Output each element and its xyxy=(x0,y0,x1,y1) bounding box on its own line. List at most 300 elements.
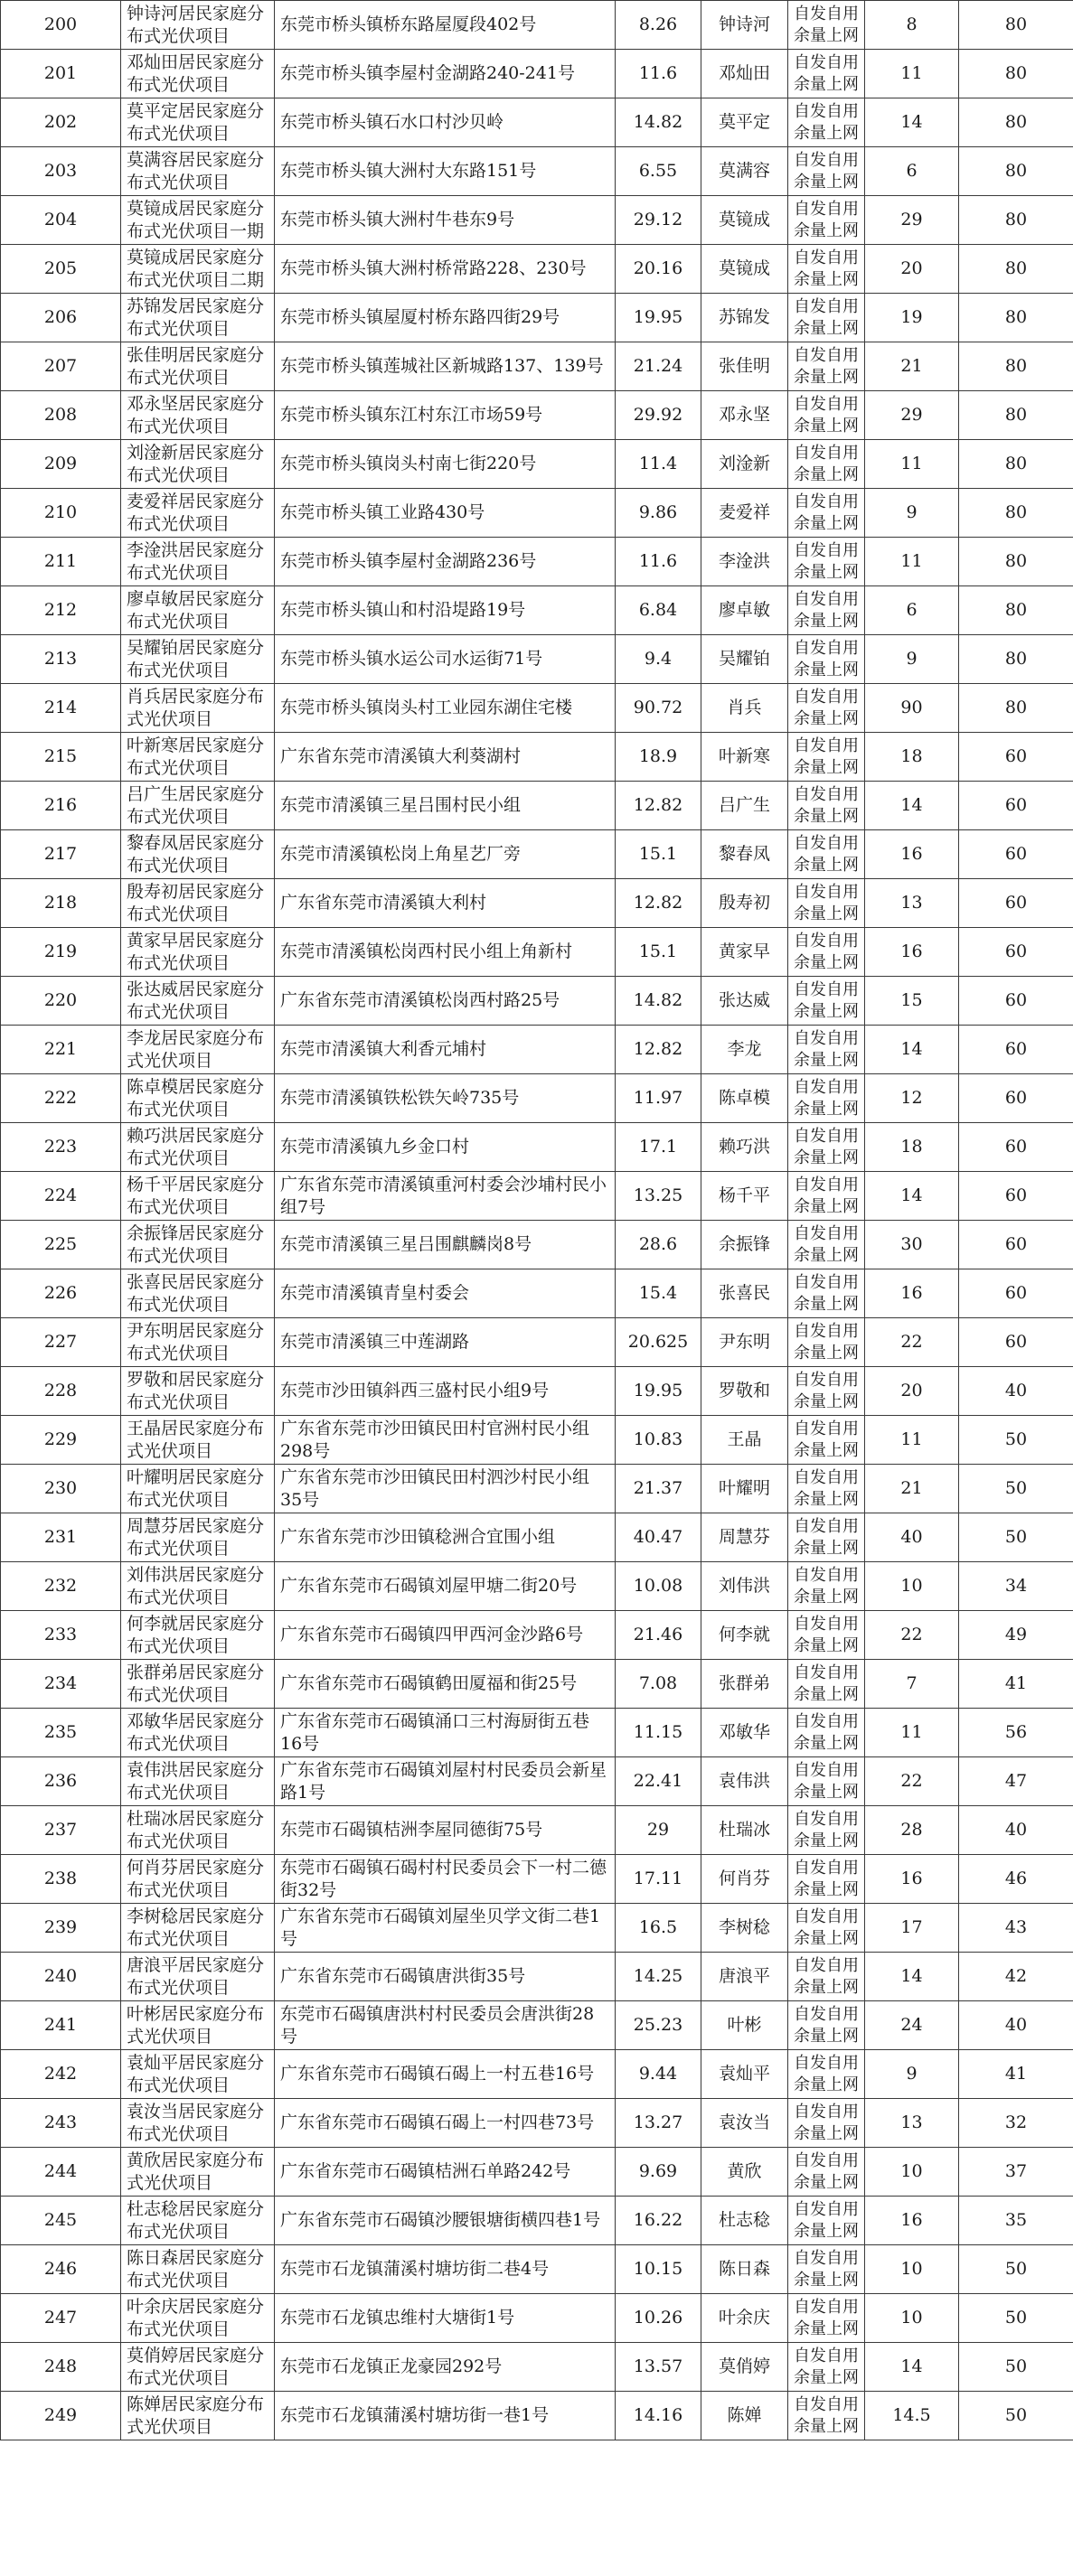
project-address-cell: 东莞市沙田镇斜西三盛村民小组9号 xyxy=(275,1367,616,1416)
days-value-cell: 46 xyxy=(959,1855,1073,1904)
project-name-cell: 刘伟洪居民家庭分布式光伏项目 xyxy=(121,1562,275,1611)
grid-connection-mode-cell: 自发自用余量上网 xyxy=(788,1318,865,1367)
table-row xyxy=(1,2050,1073,2099)
row-number-cell: 219 xyxy=(1,928,121,977)
grid-connection-mode-cell: 自发自用余量上网 xyxy=(788,1757,865,1806)
table-row xyxy=(1,586,1073,635)
days-value-cell: 80 xyxy=(959,50,1073,98)
table-row xyxy=(1,1221,1073,1269)
project-address-cell: 东莞市石龙镇正龙豪园292号 xyxy=(275,2343,616,2392)
grid-connection-mode-cell: 自发自用余量上网 xyxy=(788,1904,865,1953)
subsidy-amount-cell: 90 xyxy=(865,684,959,733)
days-value-cell: 40 xyxy=(959,2001,1073,2050)
days-value-cell: 80 xyxy=(959,245,1073,294)
days-value-cell: 50 xyxy=(959,1465,1073,1513)
project-address-cell: 东莞市桥头镇大洲村牛巷东9号 xyxy=(275,196,616,245)
row-number-cell: 226 xyxy=(1,1269,121,1318)
days-value-cell: 50 xyxy=(959,2343,1073,2392)
installed-capacity-cell: 21.37 xyxy=(616,1465,701,1513)
grid-connection-mode-cell: 自发自用余量上网 xyxy=(788,2392,865,2440)
table-row xyxy=(1,1416,1073,1465)
row-number-cell: 248 xyxy=(1,2343,121,2392)
days-value-cell: 80 xyxy=(959,684,1073,733)
subsidy-amount-cell: 6 xyxy=(865,586,959,635)
days-value-cell: 50 xyxy=(959,2392,1073,2440)
row-number-cell: 200 xyxy=(1,1,121,50)
grid-connection-mode-cell: 自发自用余量上网 xyxy=(788,1172,865,1221)
owner-name-cell: 邓永坚 xyxy=(701,391,788,440)
project-address-cell: 东莞市石龙镇蒲溪村塘坊街二巷4号 xyxy=(275,2245,616,2294)
grid-connection-mode-cell: 自发自用余量上网 xyxy=(788,50,865,98)
project-address-cell: 东莞市清溪镇三星吕围麒麟岗8号 xyxy=(275,1221,616,1269)
installed-capacity-cell: 10.15 xyxy=(616,2245,701,2294)
owner-name-cell: 邓灿田 xyxy=(701,50,788,98)
project-address-cell: 广东省东莞市清溪镇重河村委会沙埔村民小组7号 xyxy=(275,1172,616,1221)
owner-name-cell: 陈卓模 xyxy=(701,1074,788,1123)
table-row xyxy=(1,2392,1073,2440)
installed-capacity-cell: 18.9 xyxy=(616,733,701,782)
subsidy-amount-cell: 22 xyxy=(865,1611,959,1660)
owner-name-cell: 陈日森 xyxy=(701,2245,788,2294)
project-address-cell: 东莞市桥头镇山和村沿堤路19号 xyxy=(275,586,616,635)
table-row xyxy=(1,1953,1073,2001)
grid-connection-mode-cell: 自发自用余量上网 xyxy=(788,1269,865,1318)
days-value-cell: 40 xyxy=(959,1806,1073,1855)
owner-name-cell: 叶耀明 xyxy=(701,1465,788,1513)
grid-connection-mode-cell: 自发自用余量上网 xyxy=(788,1123,865,1172)
table-row xyxy=(1,2099,1073,2148)
owner-name-cell: 莫俏婷 xyxy=(701,2343,788,2392)
row-number-cell: 244 xyxy=(1,2148,121,2197)
installed-capacity-cell: 10.83 xyxy=(616,1416,701,1465)
table-row xyxy=(1,2197,1073,2245)
row-number-cell: 246 xyxy=(1,2245,121,2294)
row-number-cell: 201 xyxy=(1,50,121,98)
installed-capacity-cell: 10.08 xyxy=(616,1562,701,1611)
table-row xyxy=(1,1904,1073,1953)
project-address-cell: 东莞市桥头镇李屋村金湖路236号 xyxy=(275,538,616,586)
days-value-cell: 80 xyxy=(959,538,1073,586)
owner-name-cell: 麦爱祥 xyxy=(701,489,788,538)
grid-connection-mode-cell: 自发自用余量上网 xyxy=(788,1953,865,2001)
days-value-cell: 60 xyxy=(959,928,1073,977)
subsidy-amount-cell: 20 xyxy=(865,1367,959,1416)
subsidy-amount-cell: 28 xyxy=(865,1806,959,1855)
owner-name-cell: 叶新寒 xyxy=(701,733,788,782)
table-row xyxy=(1,635,1073,684)
owner-name-cell: 何肖芬 xyxy=(701,1855,788,1904)
owner-name-cell: 张达威 xyxy=(701,977,788,1026)
subsidy-amount-cell: 11 xyxy=(865,538,959,586)
subsidy-amount-cell: 11 xyxy=(865,440,959,489)
row-number-cell: 210 xyxy=(1,489,121,538)
project-address-cell: 广东省东莞市清溪镇大利村 xyxy=(275,879,616,928)
subsidy-amount-cell: 11 xyxy=(865,1709,959,1757)
subsidy-amount-cell: 8 xyxy=(865,1,959,50)
grid-connection-mode-cell: 自发自用余量上网 xyxy=(788,1611,865,1660)
grid-connection-mode-cell: 自发自用余量上网 xyxy=(788,1513,865,1562)
subsidy-amount-cell: 29 xyxy=(865,196,959,245)
project-address-cell: 东莞市石碣镇石碣村村民委员会下一村二德街32号 xyxy=(275,1855,616,1904)
installed-capacity-cell: 20.16 xyxy=(616,245,701,294)
table-row xyxy=(1,2148,1073,2197)
table-row xyxy=(1,2245,1073,2294)
project-address-cell: 广东省东莞市石碣镇涌口三村海厨街五巷16号 xyxy=(275,1709,616,1757)
project-name-cell: 叶耀明居民家庭分布式光伏项目 xyxy=(121,1465,275,1513)
table-row xyxy=(1,1611,1073,1660)
project-address-cell: 东莞市桥头镇水运公司水运街71号 xyxy=(275,635,616,684)
days-value-cell: 80 xyxy=(959,391,1073,440)
owner-name-cell: 李淦洪 xyxy=(701,538,788,586)
project-address-cell: 东莞市桥头镇东江村东江市场59号 xyxy=(275,391,616,440)
project-address-cell: 广东省东莞市石碣镇桔洲石单路242号 xyxy=(275,2148,616,2197)
row-number-cell: 245 xyxy=(1,2197,121,2245)
subsidy-amount-cell: 9 xyxy=(865,635,959,684)
subsidy-amount-cell: 29 xyxy=(865,391,959,440)
days-value-cell: 60 xyxy=(959,830,1073,879)
subsidy-amount-cell: 15 xyxy=(865,977,959,1026)
project-address-cell: 东莞市石龙镇忠维村大塘街1号 xyxy=(275,2294,616,2343)
subsidy-amount-cell: 10 xyxy=(865,1562,959,1611)
installed-capacity-cell: 6.55 xyxy=(616,147,701,196)
row-number-cell: 234 xyxy=(1,1660,121,1709)
days-value-cell: 80 xyxy=(959,440,1073,489)
installed-capacity-cell: 7.08 xyxy=(616,1660,701,1709)
project-name-cell: 叶新寒居民家庭分布式光伏项目 xyxy=(121,733,275,782)
project-name-cell: 杜志稔居民家庭分布式光伏项目 xyxy=(121,2197,275,2245)
subsidy-amount-cell: 14 xyxy=(865,782,959,830)
project-name-cell: 陈婵居民家庭分布式光伏项目 xyxy=(121,2392,275,2440)
project-name-cell: 罗敬和居民家庭分布式光伏项目 xyxy=(121,1367,275,1416)
project-name-cell: 陈日森居民家庭分布式光伏项目 xyxy=(121,2245,275,2294)
days-value-cell: 80 xyxy=(959,586,1073,635)
table-row xyxy=(1,440,1073,489)
installed-capacity-cell: 15.1 xyxy=(616,830,701,879)
table-row xyxy=(1,1026,1073,1074)
grid-connection-mode-cell: 自发自用余量上网 xyxy=(788,489,865,538)
project-address-cell: 东莞市清溪镇大利香元埔村 xyxy=(275,1026,616,1074)
owner-name-cell: 殷寿初 xyxy=(701,879,788,928)
project-name-cell: 袁汝当居民家庭分布式光伏项目 xyxy=(121,2099,275,2148)
owner-name-cell: 苏锦发 xyxy=(701,294,788,342)
row-number-cell: 213 xyxy=(1,635,121,684)
table-row xyxy=(1,928,1073,977)
days-value-cell: 80 xyxy=(959,635,1073,684)
subsidy-amount-cell: 22 xyxy=(865,1318,959,1367)
installed-capacity-cell: 13.57 xyxy=(616,2343,701,2392)
days-value-cell: 50 xyxy=(959,1513,1073,1562)
days-value-cell: 43 xyxy=(959,1904,1073,1953)
project-name-cell: 吕广生居民家庭分布式光伏项目 xyxy=(121,782,275,830)
installed-capacity-cell: 20.625 xyxy=(616,1318,701,1367)
subsidy-amount-cell: 16 xyxy=(865,1855,959,1904)
project-address-cell: 广东省东莞市石碣镇刘屋甲塘二街20号 xyxy=(275,1562,616,1611)
grid-connection-mode-cell: 自发自用余量上网 xyxy=(788,1074,865,1123)
installed-capacity-cell: 19.95 xyxy=(616,1367,701,1416)
row-number-cell: 236 xyxy=(1,1757,121,1806)
row-number-cell: 233 xyxy=(1,1611,121,1660)
installed-capacity-cell: 14.16 xyxy=(616,2392,701,2440)
installed-capacity-cell: 29.12 xyxy=(616,196,701,245)
table-row xyxy=(1,830,1073,879)
owner-name-cell: 肖兵 xyxy=(701,684,788,733)
subsidy-amount-cell: 21 xyxy=(865,1465,959,1513)
project-name-cell: 肖兵居民家庭分布式光伏项目 xyxy=(121,684,275,733)
subsidy-amount-cell: 30 xyxy=(865,1221,959,1269)
project-address-cell: 广东省东莞市石碣镇刘屋坐贝学文街二巷1号 xyxy=(275,1904,616,1953)
table-row xyxy=(1,245,1073,294)
project-name-cell: 莫平定居民家庭分布式光伏项目 xyxy=(121,98,275,147)
subsidy-amount-cell: 21 xyxy=(865,342,959,391)
project-name-cell: 王晶居民家庭分布式光伏项目 xyxy=(121,1416,275,1465)
grid-connection-mode-cell: 自发自用余量上网 xyxy=(788,684,865,733)
row-number-cell: 247 xyxy=(1,2294,121,2343)
grid-connection-mode-cell: 自发自用余量上网 xyxy=(788,1855,865,1904)
subsidy-amount-cell: 10 xyxy=(865,2245,959,2294)
row-number-cell: 238 xyxy=(1,1855,121,1904)
installed-capacity-cell: 11.6 xyxy=(616,50,701,98)
grid-connection-mode-cell: 自发自用余量上网 xyxy=(788,586,865,635)
installed-capacity-cell: 19.95 xyxy=(616,294,701,342)
owner-name-cell: 邓敏华 xyxy=(701,1709,788,1757)
owner-name-cell: 李树稔 xyxy=(701,1904,788,1953)
table-row xyxy=(1,1,1073,50)
grid-connection-mode-cell: 自发自用余量上网 xyxy=(788,196,865,245)
project-name-cell: 麦爱祥居民家庭分布式光伏项目 xyxy=(121,489,275,538)
row-number-cell: 221 xyxy=(1,1026,121,1074)
owner-name-cell: 莫平定 xyxy=(701,98,788,147)
project-name-cell: 张达威居民家庭分布式光伏项目 xyxy=(121,977,275,1026)
grid-connection-mode-cell: 自发自用余量上网 xyxy=(788,98,865,147)
project-name-cell: 张佳明居民家庭分布式光伏项目 xyxy=(121,342,275,391)
project-name-cell: 黎春凤居民家庭分布式光伏项目 xyxy=(121,830,275,879)
owner-name-cell: 吴耀铂 xyxy=(701,635,788,684)
project-address-cell: 广东省东莞市石碣镇石碣上一村四巷73号 xyxy=(275,2099,616,2148)
row-number-cell: 237 xyxy=(1,1806,121,1855)
days-value-cell: 50 xyxy=(959,2245,1073,2294)
installed-capacity-cell: 21.24 xyxy=(616,342,701,391)
grid-connection-mode-cell: 自发自用余量上网 xyxy=(788,2099,865,2148)
days-value-cell: 60 xyxy=(959,1123,1073,1172)
project-name-cell: 廖卓敏居民家庭分布式光伏项目 xyxy=(121,586,275,635)
grid-connection-mode-cell: 自发自用余量上网 xyxy=(788,245,865,294)
subsidy-amount-cell: 14 xyxy=(865,1172,959,1221)
installed-capacity-cell: 12.82 xyxy=(616,782,701,830)
table-row xyxy=(1,1562,1073,1611)
subsidy-amount-cell: 10 xyxy=(865,2294,959,2343)
project-name-cell: 叶余庆居民家庭分布式光伏项目 xyxy=(121,2294,275,2343)
days-value-cell: 47 xyxy=(959,1757,1073,1806)
installed-capacity-cell: 12.82 xyxy=(616,879,701,928)
installed-capacity-cell: 29.92 xyxy=(616,391,701,440)
grid-connection-mode-cell: 自发自用余量上网 xyxy=(788,1221,865,1269)
owner-name-cell: 莫镜成 xyxy=(701,245,788,294)
project-name-cell: 邓永坚居民家庭分布式光伏项目 xyxy=(121,391,275,440)
days-value-cell: 49 xyxy=(959,1611,1073,1660)
table-row xyxy=(1,50,1073,98)
days-value-cell: 60 xyxy=(959,1172,1073,1221)
days-value-cell: 80 xyxy=(959,342,1073,391)
project-name-cell: 莫镜成居民家庭分布式光伏项目一期 xyxy=(121,196,275,245)
owner-name-cell: 陈婵 xyxy=(701,2392,788,2440)
row-number-cell: 239 xyxy=(1,1904,121,1953)
table-row xyxy=(1,1757,1073,1806)
row-number-cell: 208 xyxy=(1,391,121,440)
days-value-cell: 60 xyxy=(959,782,1073,830)
owner-name-cell: 杜志稔 xyxy=(701,2197,788,2245)
project-name-cell: 唐浪平居民家庭分布式光伏项目 xyxy=(121,1953,275,2001)
project-address-cell: 东莞市石碣镇桔洲李屋同德街75号 xyxy=(275,1806,616,1855)
row-number-cell: 218 xyxy=(1,879,121,928)
row-number-cell: 220 xyxy=(1,977,121,1026)
project-address-cell: 东莞市石龙镇蒲溪村塘坊街一巷1号 xyxy=(275,2392,616,2440)
row-number-cell: 231 xyxy=(1,1513,121,1562)
grid-connection-mode-cell: 自发自用余量上网 xyxy=(788,147,865,196)
project-name-cell: 叶彬居民家庭分布式光伏项目 xyxy=(121,2001,275,2050)
row-number-cell: 242 xyxy=(1,2050,121,2099)
owner-name-cell: 李龙 xyxy=(701,1026,788,1074)
project-address-cell: 东莞市清溪镇三星吕围村民小组 xyxy=(275,782,616,830)
grid-connection-mode-cell: 自发自用余量上网 xyxy=(788,733,865,782)
table-row xyxy=(1,1513,1073,1562)
row-number-cell: 240 xyxy=(1,1953,121,2001)
grid-connection-mode-cell: 自发自用余量上网 xyxy=(788,830,865,879)
table-row xyxy=(1,1855,1073,1904)
project-address-cell: 广东省东莞市石碣镇刘屋村村民委员会新星路1号 xyxy=(275,1757,616,1806)
project-address-cell: 广东省东莞市石碣镇唐洪街35号 xyxy=(275,1953,616,2001)
installed-capacity-cell: 29 xyxy=(616,1806,701,1855)
owner-name-cell: 廖卓敏 xyxy=(701,586,788,635)
subsidy-amount-cell: 14 xyxy=(865,98,959,147)
table-row xyxy=(1,147,1073,196)
subsidy-amount-cell: 9 xyxy=(865,2050,959,2099)
installed-capacity-cell: 11.97 xyxy=(616,1074,701,1123)
project-name-cell: 黄家早居民家庭分布式光伏项目 xyxy=(121,928,275,977)
table-row xyxy=(1,1660,1073,1709)
owner-name-cell: 周慧芬 xyxy=(701,1513,788,1562)
project-address-cell: 东莞市桥头镇石水口村沙贝岭 xyxy=(275,98,616,147)
project-address-cell: 东莞市桥头镇李屋村金湖路240-241号 xyxy=(275,50,616,98)
grid-connection-mode-cell: 自发自用余量上网 xyxy=(788,2294,865,2343)
table-row xyxy=(1,1318,1073,1367)
row-number-cell: 204 xyxy=(1,196,121,245)
row-number-cell: 224 xyxy=(1,1172,121,1221)
subsidy-amount-cell: 20 xyxy=(865,245,959,294)
project-address-cell: 广东省东莞市石碣镇石碣上一村五巷16号 xyxy=(275,2050,616,2099)
project-address-cell: 东莞市清溪镇松岗上角星艺厂旁 xyxy=(275,830,616,879)
grid-connection-mode-cell: 自发自用余量上网 xyxy=(788,1,865,50)
row-number-cell: 225 xyxy=(1,1221,121,1269)
owner-name-cell: 黄家早 xyxy=(701,928,788,977)
days-value-cell: 60 xyxy=(959,1074,1073,1123)
subsidy-amount-cell: 14 xyxy=(865,2343,959,2392)
project-name-cell: 杨千平居民家庭分布式光伏项目 xyxy=(121,1172,275,1221)
project-name-cell: 袁灿平居民家庭分布式光伏项目 xyxy=(121,2050,275,2099)
project-address-cell: 东莞市桥头镇屋厦村桥东路四街29号 xyxy=(275,294,616,342)
subsidy-amount-cell: 11 xyxy=(865,50,959,98)
subsidy-amount-cell: 22 xyxy=(865,1757,959,1806)
installed-capacity-cell: 15.1 xyxy=(616,928,701,977)
installed-capacity-cell: 14.82 xyxy=(616,98,701,147)
table-body xyxy=(1,1,1073,2440)
grid-connection-mode-cell: 自发自用余量上网 xyxy=(788,294,865,342)
days-value-cell: 80 xyxy=(959,98,1073,147)
owner-name-cell: 王晶 xyxy=(701,1416,788,1465)
days-value-cell: 80 xyxy=(959,147,1073,196)
owner-name-cell: 罗敬和 xyxy=(701,1367,788,1416)
project-name-cell: 吴耀铂居民家庭分布式光伏项目 xyxy=(121,635,275,684)
project-address-cell: 东莞市清溪镇九乡金口村 xyxy=(275,1123,616,1172)
project-address-cell: 东莞市清溪镇青皇村委会 xyxy=(275,1269,616,1318)
project-name-cell: 钟诗河居民家庭分布式光伏项目 xyxy=(121,1,275,50)
subsidy-amount-cell: 14 xyxy=(865,1953,959,2001)
project-address-cell: 东莞市清溪镇三中莲湖路 xyxy=(275,1318,616,1367)
row-number-cell: 209 xyxy=(1,440,121,489)
installed-capacity-cell: 22.41 xyxy=(616,1757,701,1806)
table-row xyxy=(1,1465,1073,1513)
table-row xyxy=(1,977,1073,1026)
installed-capacity-cell: 9.4 xyxy=(616,635,701,684)
project-name-cell: 何肖芬居民家庭分布式光伏项目 xyxy=(121,1855,275,1904)
table-row xyxy=(1,1172,1073,1221)
days-value-cell: 41 xyxy=(959,1660,1073,1709)
owner-name-cell: 余振锋 xyxy=(701,1221,788,1269)
days-value-cell: 60 xyxy=(959,1269,1073,1318)
subsidy-amount-cell: 18 xyxy=(865,733,959,782)
installed-capacity-cell: 14.82 xyxy=(616,977,701,1026)
subsidy-amount-cell: 16 xyxy=(865,928,959,977)
row-number-cell: 223 xyxy=(1,1123,121,1172)
table-row xyxy=(1,2343,1073,2392)
grid-connection-mode-cell: 自发自用余量上网 xyxy=(788,440,865,489)
installed-capacity-cell: 11.6 xyxy=(616,538,701,586)
subsidy-amount-cell: 18 xyxy=(865,1123,959,1172)
grid-connection-mode-cell: 自发自用余量上网 xyxy=(788,2148,865,2197)
row-number-cell: 227 xyxy=(1,1318,121,1367)
project-address-cell: 广东省东莞市沙田镇稔洲合宜围小组 xyxy=(275,1513,616,1562)
days-value-cell: 60 xyxy=(959,1221,1073,1269)
table-row xyxy=(1,196,1073,245)
subsidy-amount-cell: 17 xyxy=(865,1904,959,1953)
days-value-cell: 80 xyxy=(959,1,1073,50)
project-address-cell: 东莞市桥头镇岗头村南七街220号 xyxy=(275,440,616,489)
project-address-cell: 东莞市清溪镇松岗西村民小组上角新村 xyxy=(275,928,616,977)
table-row xyxy=(1,879,1073,928)
row-number-cell: 243 xyxy=(1,2099,121,2148)
installed-capacity-cell: 17.11 xyxy=(616,1855,701,1904)
subsidy-amount-cell: 13 xyxy=(865,2099,959,2148)
subsidy-amount-cell: 16 xyxy=(865,2197,959,2245)
project-name-cell: 刘淦新居民家庭分布式光伏项目 xyxy=(121,440,275,489)
owner-name-cell: 袁伟洪 xyxy=(701,1757,788,1806)
project-name-cell: 莫俏婷居民家庭分布式光伏项目 xyxy=(121,2343,275,2392)
installed-capacity-cell: 16.22 xyxy=(616,2197,701,2245)
grid-connection-mode-cell: 自发自用余量上网 xyxy=(788,2245,865,2294)
project-name-cell: 苏锦发居民家庭分布式光伏项目 xyxy=(121,294,275,342)
project-address-cell: 东莞市桥头镇莲城社区新城路137、139号 xyxy=(275,342,616,391)
project-address-cell: 东莞市桥头镇岗头村工业园东湖住宅楼 xyxy=(275,684,616,733)
row-number-cell: 215 xyxy=(1,733,121,782)
project-name-cell: 赖巧洪居民家庭分布式光伏项目 xyxy=(121,1123,275,1172)
subsidy-amount-cell: 14 xyxy=(865,1026,959,1074)
days-value-cell: 60 xyxy=(959,733,1073,782)
installed-capacity-cell: 12.82 xyxy=(616,1026,701,1074)
grid-connection-mode-cell: 自发自用余量上网 xyxy=(788,1806,865,1855)
owner-name-cell: 袁汝当 xyxy=(701,2099,788,2148)
project-name-cell: 邓灿田居民家庭分布式光伏项目 xyxy=(121,50,275,98)
subsidy-amount-cell: 24 xyxy=(865,2001,959,2050)
project-name-cell: 陈卓模居民家庭分布式光伏项目 xyxy=(121,1074,275,1123)
